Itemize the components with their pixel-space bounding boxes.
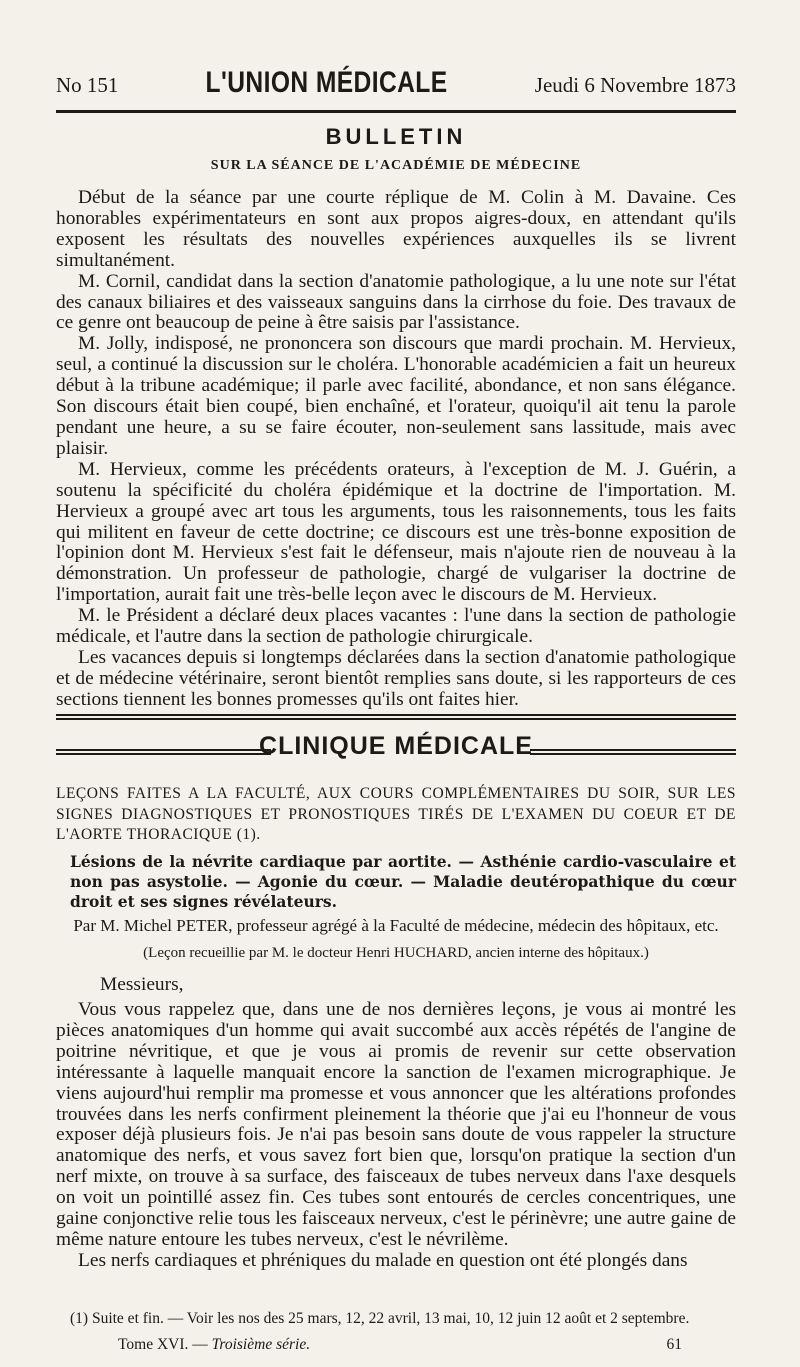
issue-number: No 151 — [56, 73, 119, 97]
bulletin-body — [56, 188, 736, 711]
bulletin-paragraph: Début de la séance par une courte réplique de M. Colin à M. Davaine. Ces honorables expérimentateurs en sont aux propos aigres-doux, en attendant qu'ils exposent les résultats des nouvelles expériences auxquelles ils se livrent simultanément. — [56, 187, 736, 271]
lecons-heading: LEÇONS FAITES A LA FACULTÉ, AUX COURS COMPLÉMENTAIRES DU SOIR, SUR LES SIGNES DIAGNOSTIQUES ET PRONOSTIQUES TIRÉS DE L'EXAMEN DU COEUR ET DE L'AORTE THORACIQUE (1). — [56, 785, 736, 843]
page-header — [56, 66, 736, 106]
section-divider — [56, 714, 736, 720]
serie-label: Troisième série. — [211, 1336, 311, 1353]
clinique-paragraph: Les nerfs cardiaques et phréniques du malade en question ont été plongés dans — [78, 1249, 688, 1271]
bulletin-paragraph: M. le Président a déclaré deux places vacantes : l'une dans la section de pathologie médicale, et l'autre dans la section de pathologie chirurgicale. — [56, 605, 736, 648]
title-ornament-right — [530, 749, 736, 755]
tome-label: Tome XVI. — — [118, 1336, 208, 1353]
clinique-body — [56, 1000, 736, 1272]
journal-title: L'UNION MÉDICALE — [205, 66, 448, 99]
footnote: (1) Suite et fin. — Voir les nos des 25 mars, 12, 22 avril, 13 mai, 10, 12 juin 12 août et 2 septembre. — [70, 1310, 690, 1327]
bulletin-paragraph: M. Hervieux, comme les précédents orateurs, à l'exception de M. J. Guérin, a soutenu la spécificité du choléra épidémique et la doctrine de l'importation. M. Hervieux a groupé avec art tous les arguments, tous les raisonnements, tous les faits qui militent en faveur de cette doctrine; ce discours est une très-bonne exposition de l'opinion dont M. Hervieux s'est fait le défenseur, mais n'ajoute rien de nouveau à la démonstration. Un professeur de pathologie, chargé de vulgariser la doctrine de l'importation, aurait fait une très-belle leçon avec le discours de M. Hervieux. — [56, 458, 736, 606]
author-line: Par M. Michel PETER, professeur agrégé à la Faculté de médecine, médecin des hôpitaux, etc. — [73, 916, 719, 935]
header-rule — [56, 110, 736, 113]
bulletin-paragraph: M. Jolly, indisposé, ne prononcera son discours que mardi prochain. M. Hervieux, seul, a continué la discussion sur le choléra. L'honorable académicien a fait un heureux début à la tribune académique; il parle avec facilité, abondance, et non sans élégance. Son discours était bien coupé, bien enchaîné, et l'orateur, quoiqu'il ait tenu la parole pendant une heure, a su se faire écouter, non-seulement sans lassitude, mais avec plaisir. — [56, 333, 736, 459]
clinique-title: CLINIQUE MÉDICALE — [259, 732, 533, 760]
bulletin-paragraph: Les vacances depuis si longtemps déclarées dans la section d'anatomie pathologique et de médecine vétérinaire, seront bientôt remplies sans doute, si les rapporteurs de ces sections tiennent les bonnes promesses qu'ils ont faites hier. — [56, 646, 736, 710]
salutation: Messieurs, — [100, 974, 184, 995]
bulletin-subtitle: SUR LA SÉANCE DE L'ACADÉMIE DE MÉDECINE — [210, 158, 582, 173]
tome-line — [118, 1336, 310, 1354]
lesions-summary: Lésions de la névrite cardiaque par aortite. — Asthénie cardio-vasculaire et non pas asystolie. — Agonie du cœur. — Maladie deutéropathique du cœur droit et ses signes révélateurs. — [70, 852, 736, 911]
page-number: 61 — [666, 1336, 682, 1353]
clinique-paragraph: Vous vous rappelez que, dans une de nos dernières leçons, je vous ai montré les pièces anatomiques d'un homme qui avait succombé aux accès répétés de l'angine de poitrine névritique, et que je vous ai promis de revenir sur cette observation intéressante à laquelle manquait encore la sanction de l'examen micrographique. Je viens aujourd'hui remplir ma promesse et vous annoncer que les altérations profondes trouvées dans les nerfs confirment pleinement la théorie que j'ai eu l'honneur de vous exposer déjà plusieurs fois. Je n'ai pas besoin sans doute de vous rappeler la structure anatomique des nerfs, et vous savez fort bien que, lorsqu'on pratique la section d'un nerf mixte, on trouve à sa surface, des faisceaux de tubes nerveux dans l'axe desquels on voit un pointillé assez fin. Ces tubes sont entourés de cercles concentriques, une gaine conjonctive relie tous les faisceaux nerveux, c'est le périnèvre; une autre gaine de même nature entoure les tubes nerveux, c'est le névrilème. — [56, 999, 736, 1250]
bulletin-title: BULLETIN — [325, 124, 467, 149]
bulletin-paragraph: M. Cornil, candidat dans la section d'anatomie pathologique, a lu une note sur l'état des canaux biliaires et des vaisseaux sanguins dans la cirrhose du foie. Des travaux de ce genre ont beaucoup de peine à être saisis par l'assistance. — [56, 270, 736, 334]
recorder-line: (Leçon recueillie par M. le docteur Henri HUCHARD, ancien interne des hôpitaux.) — [143, 945, 649, 961]
issue-date: Jeudi 6 Novembre 1873 — [534, 73, 736, 97]
